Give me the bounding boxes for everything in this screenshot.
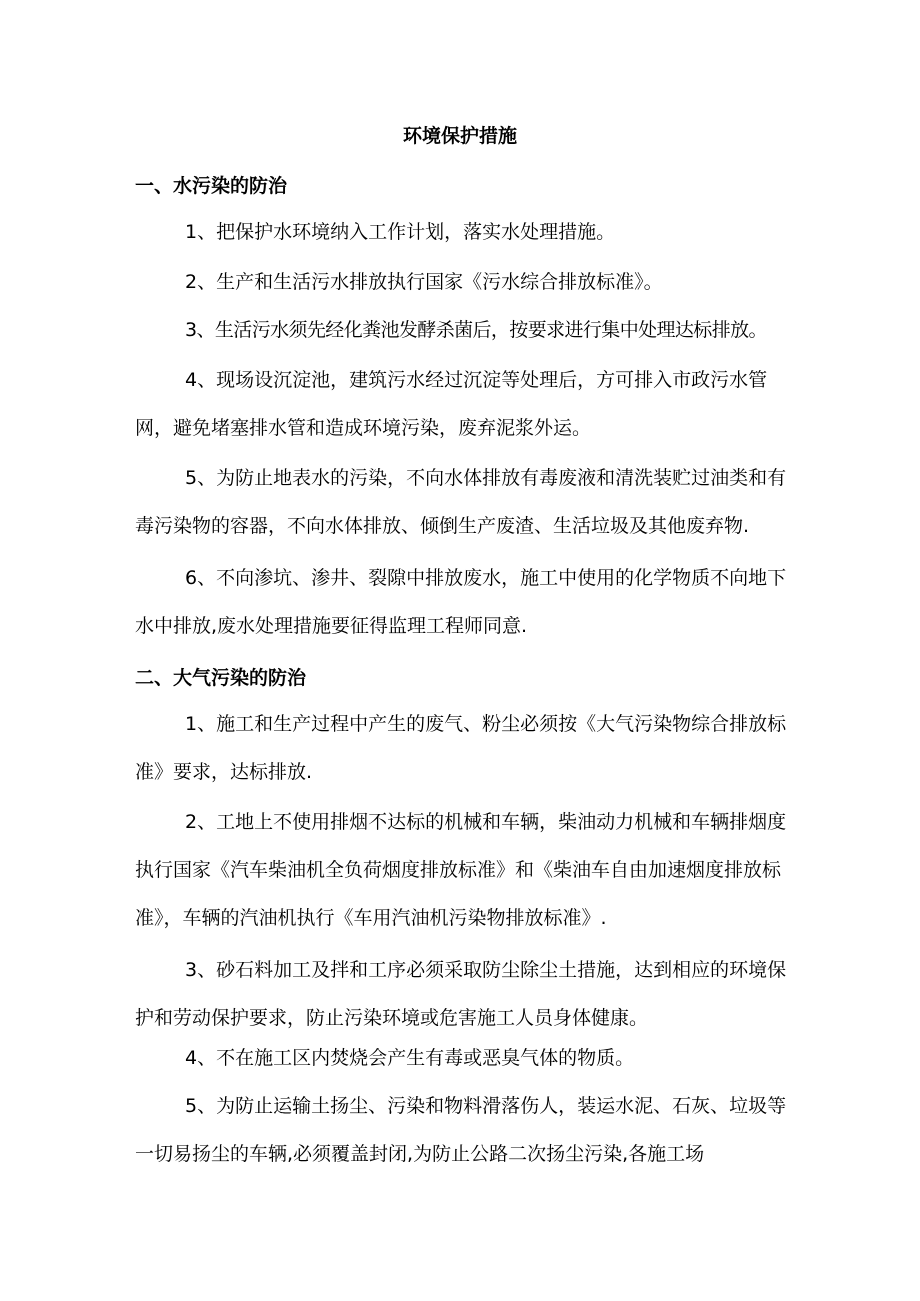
paragraph-water-1: 1、把保护水环境纳入工作计划，落实水处理措施。 [185, 221, 616, 243]
paragraph-water-6: 6、不向渗坑、渗井、裂隙中排放废水，施工中使用的化学物质不向地下水中排放,废水处理措施要征得监理工程师同意. [135, 567, 787, 637]
paragraph-air-1: 1、施工和生产过程中产生的废气、粉尘必须按《大气污染物综合排放标准》要求，达标排放. [135, 713, 787, 783]
paragraph-water-5: 5、为防止地表水的污染，不向水体排放有毒废液和清洗装贮过油类和有毒污染物的容器，不向水体排放、倾倒生产废渣、生活垃圾及其他废弃物. [135, 467, 787, 537]
section-heading-water: 一、水污染的防治 [135, 175, 288, 197]
paragraph-water-2: 2、生产和生活污水排放执行国家《污水综合排放标准》。 [185, 271, 663, 293]
paragraph-water-4: 4、现场设沉淀池，建筑污水经过沉淀等处理后，方可排入市政污水管网，避免堵塞排水管和造成环境污染，废弃泥浆外运。 [135, 369, 768, 439]
paragraph-water-3: 3、生活污水须先经化粪池发酵杀菌后，按要求进行集中处理达标排放。 [185, 319, 767, 341]
section-heading-air: 二、大气污染的防治 [135, 667, 307, 689]
document-title: 环境保护措施 [402, 125, 517, 147]
paragraph-air-2: 2、工地上不使用排烟不达标的机械和车辆，柴油动力机械和车辆排烟度执行国家《汽车柴油机全负荷烟度排放标准》和《柴油车自由加速烟度排放标准》，车辆的汽油机执行《车用汽油机污染物排放标准》. [135, 811, 787, 929]
paragraph-air-3: 3、砂石料加工及拌和工序必须采取防尘除尘土措施，达到相应的环境保护和劳动保护要求，防止污染环境或危害施工人员身体健康。 [135, 959, 787, 1029]
paragraph-air-5: 5、为防止运输土扬尘、污染和物料滑落伤人，装运水泥、石灰、垃圾等一切易扬尘的车辆,必须覆盖封闭,为防止公路二次扬尘污染,各施工场 [135, 1095, 787, 1165]
paragraph-air-4: 4、不在施工区内焚烧会产生有毒或恶臭气体的物质。 [185, 1047, 635, 1069]
